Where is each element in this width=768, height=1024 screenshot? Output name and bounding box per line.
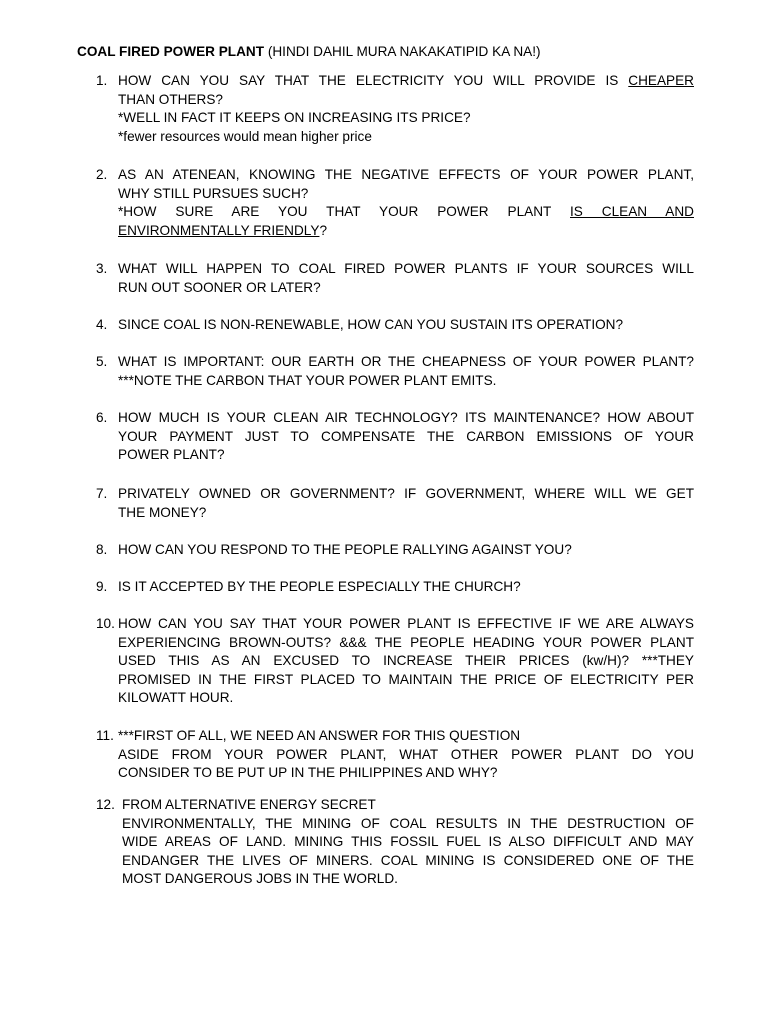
list-item <box>96 353 694 390</box>
item-number: 9. <box>96 579 108 594</box>
line-text: HOW CAN YOU SAY THAT THE ELECTRICITY YOU WILL PROVIDE IS <box>118 73 629 88</box>
list-item <box>96 72 694 146</box>
list-item <box>96 316 694 335</box>
item-number: 6. <box>96 410 108 425</box>
underlined-text: ENVIRONMENTALLY FRIENDLY <box>118 222 320 238</box>
item-number: 4. <box>96 317 108 332</box>
item-line: HOW MUCH IS YOUR CLEAN AIR TECHNOLOGY? ITS MAINTENANCE? HOW ABOUT <box>118 410 694 425</box>
item-number: 10. <box>96 616 115 631</box>
item-line: IS IT ACCEPTED BY THE PEOPLE ESPECIALLY THE CHURCH? <box>118 579 521 594</box>
item-line: EXPERIENCING BROWN-OUTS? &&& THE PEOPLE HEADING YOUR POWER PLANT <box>118 634 694 650</box>
item-line: RUN OUT SOONER OR LATER? <box>118 279 321 295</box>
item-line: PRIVATELY OWNED OR GOVERNMENT? IF GOVERNMENT, WHERE WILL WE GET <box>118 486 694 501</box>
item-line <box>118 203 694 222</box>
list-item <box>96 485 694 522</box>
item-number: 3. <box>96 261 108 276</box>
item-line: USED THIS AS AN EXCUSED TO INCREASE THEIR PRICES (kw/H)? ***THEY <box>118 653 694 669</box>
item-line: AS AN ATENEAN, KNOWING THE NEGATIVE EFFECTS OF YOUR POWER PLANT, <box>118 167 694 182</box>
list-item <box>96 796 694 889</box>
item-line: THAN OTHERS? <box>118 91 223 107</box>
item-line: FROM ALTERNATIVE ENERGY SECRET <box>122 797 376 812</box>
item-number: 12. <box>96 797 115 812</box>
item-line: MOST DANGEROUS JOBS IN THE WORLD. <box>122 871 398 887</box>
item-line: WHAT WILL HAPPEN TO COAL FIRED POWER PLANTS IF YOUR SOURCES WILL <box>118 261 694 276</box>
item-line: ENVIRONMENTALLY, THE MINING OF COAL RESULTS IN THE DESTRUCTION OF <box>122 815 694 831</box>
item-line: ***FIRST OF ALL, WE NEED AN ANSWER FOR THIS QUESTION <box>118 728 521 743</box>
list-item <box>96 615 694 708</box>
list-item <box>96 578 694 597</box>
item-line: WHAT IS IMPORTANT: OUR EARTH OR THE CHEAPNESS OF YOUR POWER PLANT? <box>118 354 694 369</box>
item-number: 1. <box>96 73 108 88</box>
item-number: 2. <box>96 167 108 182</box>
item-line: WIDE AREAS OF LAND. MINING THIS FOSSIL FUEL IS ALSO DIFFICULT AND MAY <box>122 834 694 850</box>
item-line: HOW CAN YOU SAY THAT YOUR POWER PLANT IS EFFECTIVE IF WE ARE ALWAYS <box>118 616 694 631</box>
line-text: *HOW SURE ARE YOU THAT YOUR POWER PLANT <box>118 204 571 220</box>
item-line: YOUR PAYMENT JUST TO COMPENSATE THE CARBON EMISSIONS OF YOUR <box>118 428 694 444</box>
item-line: ENDANGER THE LIVES OF MINERS. COAL MINING IS CONSIDERED ONE OF THE <box>122 852 694 868</box>
item-line: *WELL IN FACT IT KEEPS ON INCREASING ITS PRICE? <box>118 110 471 126</box>
item-line: POWER PLANT? <box>118 447 225 463</box>
item-line <box>118 222 694 241</box>
list-item <box>96 727 694 783</box>
item-number: 11. <box>96 728 114 743</box>
item-line: *fewer resources would mean higher price <box>118 128 372 144</box>
item-line: SINCE COAL IS NON-RENEWABLE, HOW CAN YOU SUSTAIN ITS OPERATION? <box>118 317 624 332</box>
list-item <box>96 260 694 297</box>
line-text: ? <box>319 222 327 238</box>
item-line: HOW CAN YOU RESPOND TO THE PEOPLE RALLYING AGAINST YOU? <box>118 542 572 557</box>
document-title <box>77 43 541 60</box>
item-line: CONSIDER TO BE PUT UP IN THE PHILIPPINES AND WHY? <box>118 765 498 781</box>
item-line: WHY STILL PURSUES SUCH? <box>118 185 309 201</box>
item-number: 5. <box>96 354 108 369</box>
item-line: ASIDE FROM YOUR POWER PLANT, WHAT OTHER POWER PLANT DO YOU <box>118 746 694 762</box>
item-line: KILOWATT HOUR. <box>118 690 234 706</box>
title-bold: COAL FIRED POWER PLANT <box>77 44 265 59</box>
list-item <box>96 541 694 560</box>
item-line: ***NOTE THE CARBON THAT YOUR POWER PLANT EMITS. <box>118 372 497 388</box>
list-item <box>96 409 694 465</box>
title-rest: (HINDI DAHIL MURA NAKAKATIPID KA NA!) <box>264 44 541 59</box>
item-line: THE MONEY? <box>118 504 207 520</box>
item-number: 8. <box>96 542 108 557</box>
item-line <box>118 72 694 91</box>
underlined-text: IS CLEAN AND <box>570 204 694 220</box>
item-number: 7. <box>96 486 108 501</box>
item-line: PROMISED IN THE FIRST PLACED TO MAINTAIN THE PRICE OF ELECTRICITY PER <box>118 671 694 687</box>
underlined-text: CHEAPER <box>628 73 694 88</box>
list-item <box>96 166 694 240</box>
